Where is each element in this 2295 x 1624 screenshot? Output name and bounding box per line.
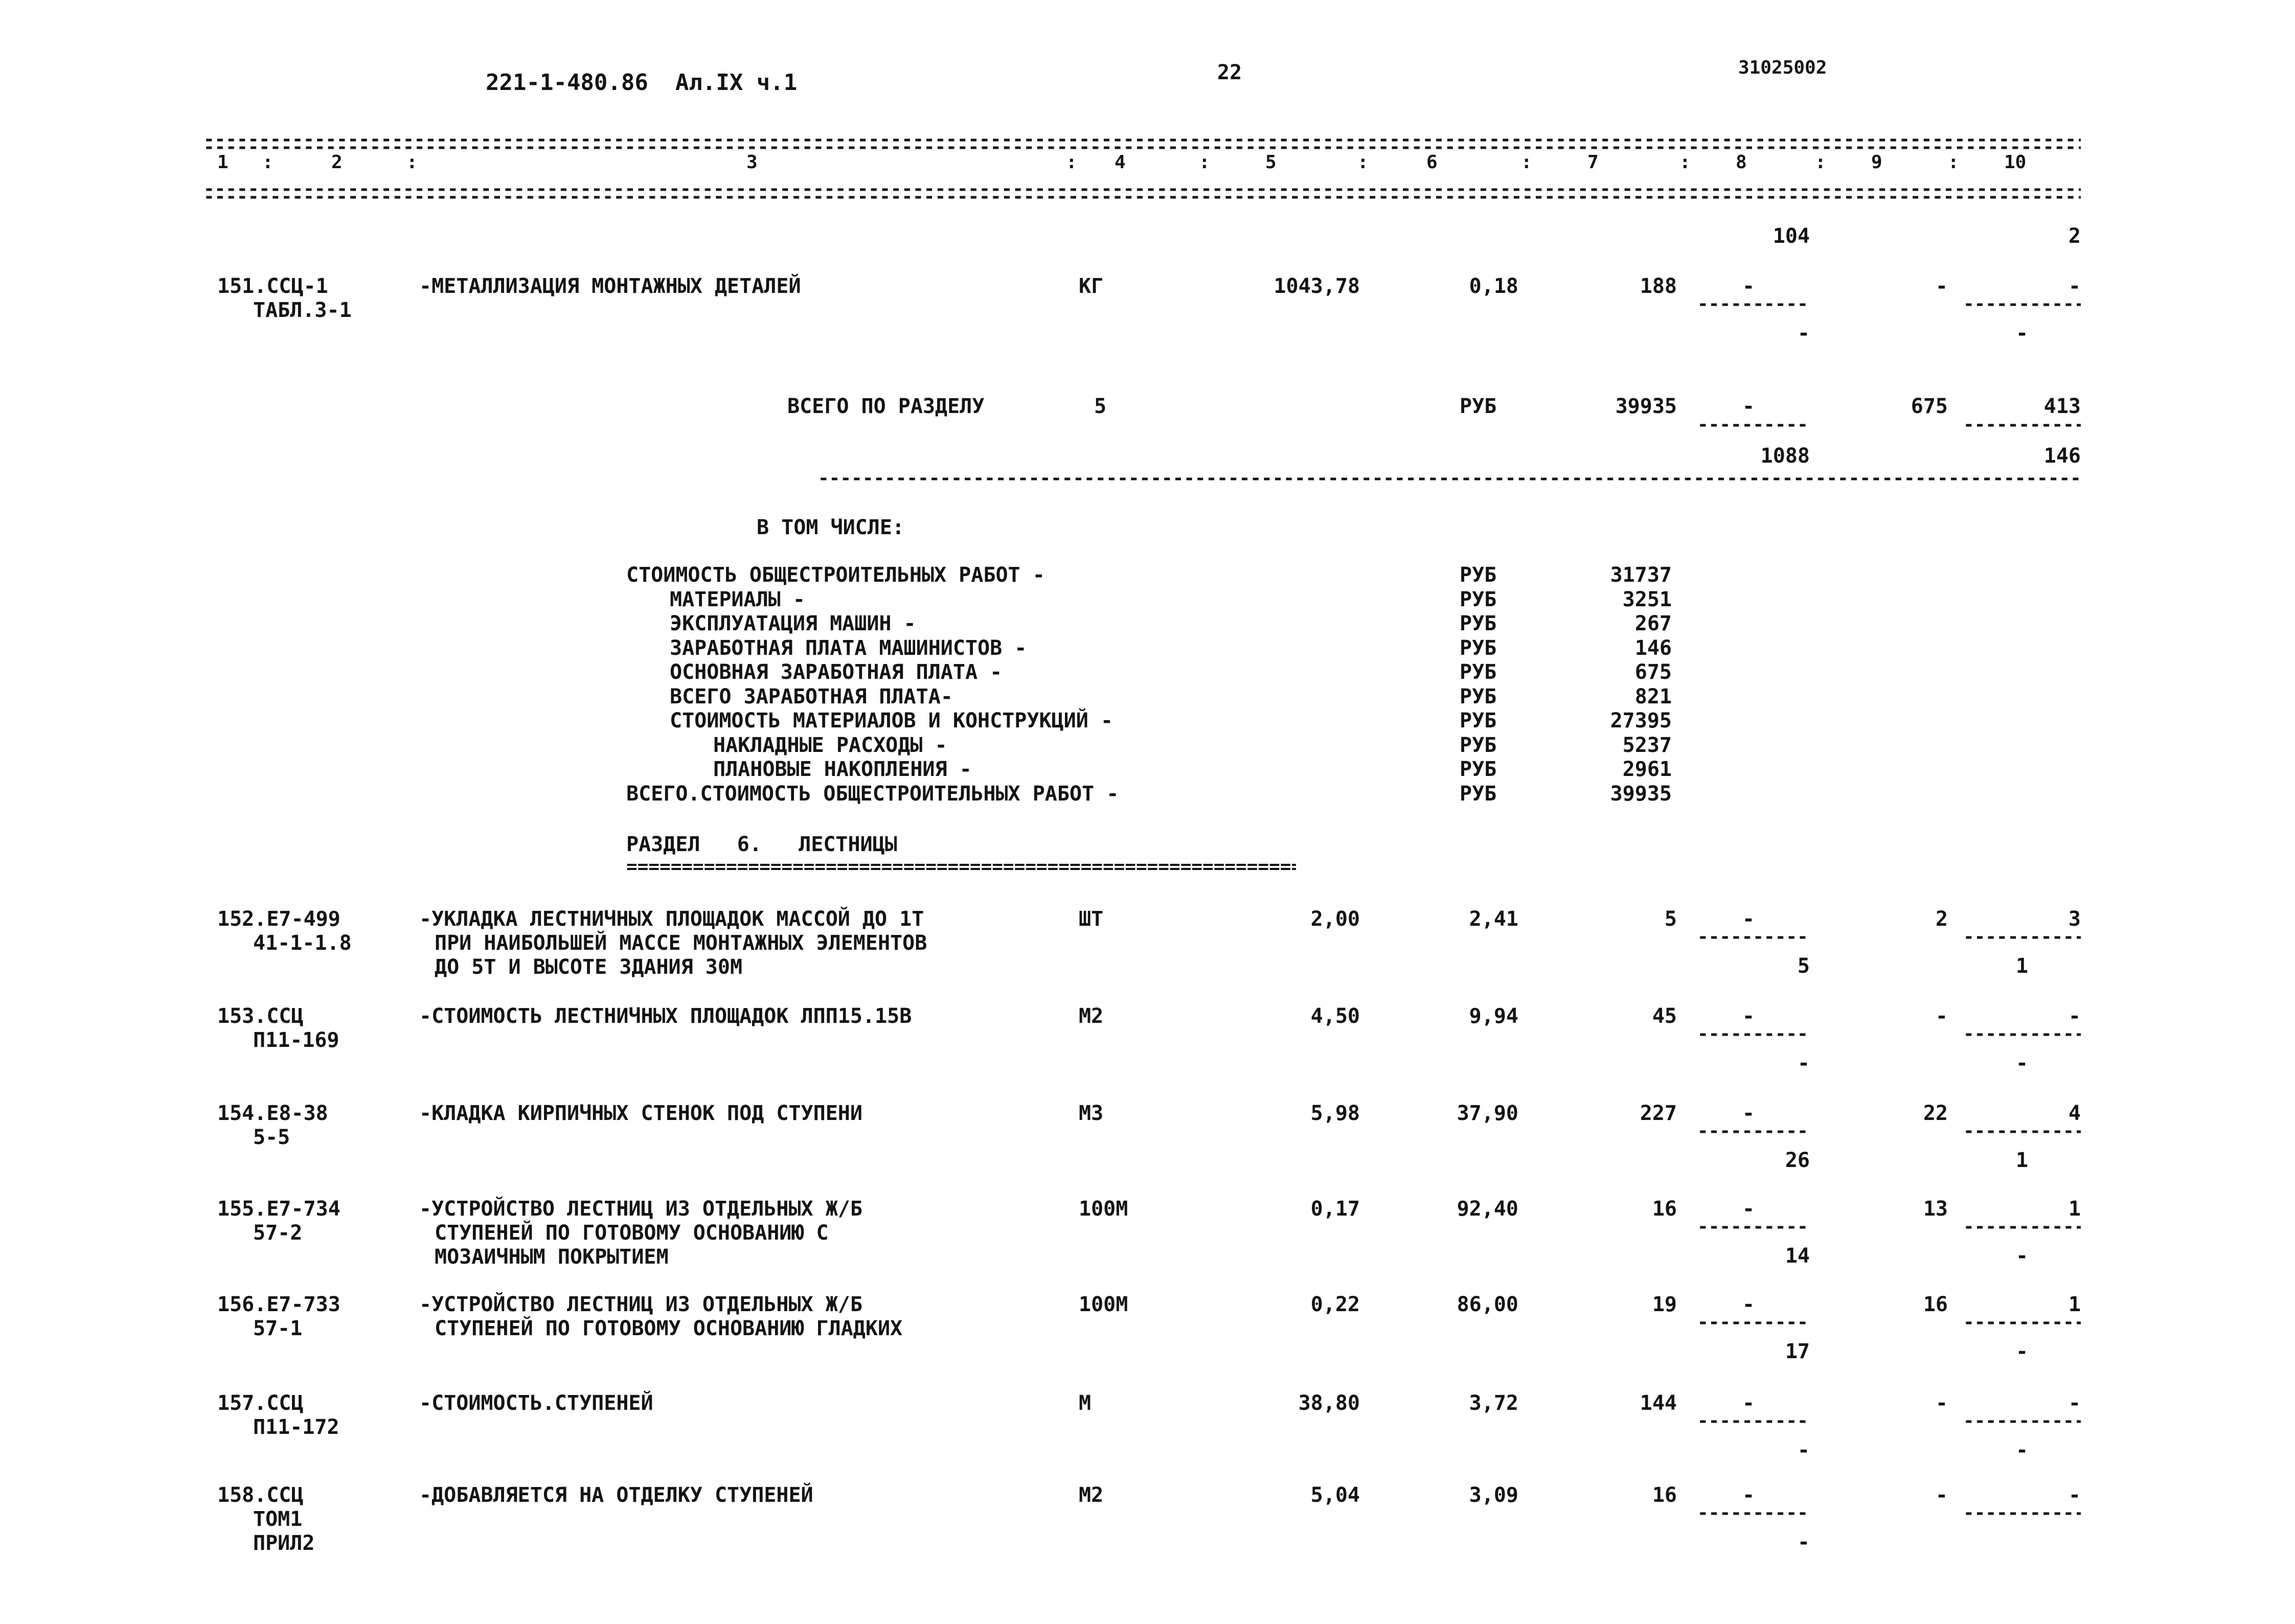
section-total-number: 5 — [1094, 395, 1107, 418]
breakdown-value: 5237 — [1622, 733, 1672, 757]
breakdown-unit: РУБ — [1460, 563, 1497, 587]
section-total-col9: 675 — [1911, 395, 1948, 418]
row-reference: ТОМ1 — [253, 1507, 303, 1531]
row-col8-bottom: 5 — [1797, 954, 1810, 978]
row-col9: - — [1935, 275, 1948, 298]
row-col10-rule — [1963, 928, 2081, 946]
row-col8-top: - — [1742, 1391, 1755, 1415]
column-number-3: 3 — [746, 152, 758, 173]
section-total-col10-rule — [1963, 416, 2081, 434]
row-quantity: 4,50 — [1310, 1004, 1360, 1028]
row-total: 16 — [1652, 1483, 1677, 1507]
row-unit: М — [1079, 1391, 1092, 1415]
row-col10-top: - — [2068, 1004, 2081, 1028]
row-col10-bottom: 1 — [2015, 1149, 2029, 1172]
section-total-col8-top: - — [1742, 395, 1755, 418]
breakdown-value: 3251 — [1622, 587, 1672, 611]
breakdown-label: ОСНОВНАЯ ЗАРАБОТНАЯ ПЛАТА - — [670, 660, 1003, 684]
row-col9: 16 — [1923, 1293, 1948, 1316]
row-total: 188 — [1640, 275, 1677, 298]
row-description-line: ДО 5Т И ВЫСОТЕ ЗДАНИЯ 30М — [435, 955, 743, 979]
row-quantity: 0,22 — [1310, 1293, 1360, 1316]
row-unit-price: 3,09 — [1469, 1483, 1518, 1507]
header-rule-top-2 — [203, 138, 2081, 156]
row-col8-top: - — [1742, 1102, 1755, 1125]
row-unit-price: 86,00 — [1457, 1293, 1518, 1316]
row-col10-rule — [1963, 1025, 2081, 1043]
row-col10-top: - — [2068, 1391, 2081, 1415]
row-col9: 2 — [1935, 907, 1948, 931]
row-col8-top: - — [1742, 1293, 1755, 1316]
row-code: 151.ССЦ-1 — [217, 275, 328, 298]
row-unit: М2 — [1079, 1004, 1104, 1028]
breakdown-value: 146 — [1634, 636, 1672, 660]
row-col10-bottom: - — [2015, 1051, 2029, 1075]
row-quantity: 38,80 — [1298, 1391, 1360, 1415]
row-unit: ШТ — [1079, 907, 1104, 931]
breakdown-value: 821 — [1634, 684, 1672, 708]
row-col10-top: 3 — [2068, 907, 2081, 931]
section-total-col8-rule — [1697, 416, 1810, 434]
row-col10-top: 1 — [2068, 1293, 2081, 1316]
row-col8-rule — [1697, 1313, 1810, 1332]
row-reference: 57-1 — [253, 1317, 303, 1340]
breakdown-unit: РУБ — [1460, 660, 1497, 684]
carry-col10: 2 — [2068, 224, 2081, 248]
row-description-line: -СТОИМОСТЬ ЛЕСТНИЧНЫХ ПЛОЩАДОК ЛПП15.15В — [419, 1004, 912, 1028]
row-col8-bottom: - — [1797, 1530, 1810, 1554]
row-col8-rule — [1697, 1025, 1810, 1043]
row-total: 144 — [1640, 1391, 1677, 1415]
column-number-4: 4 — [1115, 152, 1126, 173]
breakdown-label: ЭКСПЛУАТАЦИЯ МАШИН - — [670, 612, 916, 635]
breakdown-label: ЗАРАБОТНАЯ ПЛАТА МАШИНИСТОВ - — [670, 636, 1027, 660]
row-col9: - — [1935, 1004, 1948, 1028]
section-total-value: 39935 — [1615, 395, 1677, 418]
breakdown-label: СТОИМОСТЬ МАТЕРИАЛОВ И КОНСТРУКЦИЙ - — [670, 709, 1113, 733]
row-quantity: 5,98 — [1310, 1102, 1360, 1125]
row-unit-price: 2,41 — [1469, 907, 1518, 931]
row-description-line: -УКЛАДКА ЛЕСТНИЧНЫХ ПЛОЩАДОК МАССОЙ ДО 1Т — [419, 907, 924, 931]
section-total-col8-bottom: 1088 — [1760, 444, 1810, 468]
breakdown-unit: РУБ — [1460, 709, 1497, 733]
row-code: 158.ССЦ — [217, 1483, 304, 1507]
column-number-10: 10 — [2004, 152, 2027, 173]
row-code: 152.Е7-499 — [217, 907, 340, 931]
page-number: 22 — [1217, 61, 1242, 84]
row-col8-rule — [1697, 1122, 1810, 1140]
row-description-line: -СТОИМОСТЬ.СТУПЕНЕЙ — [419, 1391, 653, 1415]
row-col10-bottom: - — [2015, 1438, 2029, 1462]
row-quantity: 0,17 — [1310, 1197, 1360, 1221]
breakdown-value: 267 — [1634, 612, 1672, 635]
row-code: 154.Е8-38 — [217, 1102, 328, 1125]
row-code: 156.Е7-733 — [217, 1293, 340, 1316]
row-col9: 22 — [1923, 1102, 1948, 1125]
breakdown-label: НАКЛАДНЫЕ РАСХОДЫ - — [713, 733, 947, 757]
row-col9: 13 — [1923, 1197, 1948, 1221]
row-col8-bottom: 14 — [1785, 1244, 1810, 1268]
column-number-1: 1 — [217, 152, 229, 173]
column-number-5: 5 — [1265, 152, 1277, 173]
row-description-line: -ДОБАВЛЯЕТСЯ НА ОТДЕЛКУ СТУПЕНЕЙ — [419, 1483, 813, 1507]
row-unit: 100М — [1079, 1197, 1128, 1221]
row-col10-bottom: - — [2015, 1244, 2029, 1268]
row-col10-top: - — [2068, 1483, 2081, 1507]
row-col10-top: - — [2068, 275, 2081, 298]
row-col8-top: - — [1742, 275, 1755, 298]
row-unit-price: 37,90 — [1457, 1102, 1518, 1125]
row-col10-rule — [1963, 1122, 2081, 1140]
row-col8-top: - — [1742, 1004, 1755, 1028]
breakdown-value: 31737 — [1610, 563, 1672, 587]
section-total-col10-top: 413 — [2043, 395, 2081, 418]
row-col8-bottom: - — [1797, 322, 1810, 345]
breakdown-unit: РУБ — [1460, 612, 1497, 635]
row-unit: 100М — [1079, 1293, 1128, 1316]
row-col8-top: - — [1742, 1197, 1755, 1221]
breakdown-label: ПЛАНОВЫЕ НАКОПЛЕНИЯ - — [713, 758, 972, 781]
column-separator: : — [406, 152, 418, 173]
row-unit: М3 — [1079, 1102, 1104, 1125]
document-code: 221-1-480.86 Ал.IX ч.1 — [486, 70, 798, 96]
row-code: 157.ССЦ — [217, 1391, 304, 1415]
breakdown-value: 675 — [1634, 660, 1672, 684]
row-unit: М2 — [1079, 1483, 1104, 1507]
row-total: 227 — [1640, 1102, 1677, 1125]
breakdown-value: 27395 — [1610, 709, 1672, 733]
column-number-6: 6 — [1426, 152, 1438, 173]
row-unit-price: 0,18 — [1469, 275, 1518, 298]
breakdown-unit: РУБ — [1460, 758, 1497, 781]
row-col8-bottom: 17 — [1785, 1340, 1810, 1363]
breakdown-unit: РУБ — [1460, 587, 1497, 611]
column-number-9: 9 — [1871, 152, 1882, 173]
row-unit: КГ — [1079, 275, 1104, 298]
row-col8-bottom: 26 — [1785, 1149, 1810, 1172]
row-total: 16 — [1652, 1197, 1677, 1221]
row-quantity: 2,00 — [1310, 907, 1360, 931]
document-number: 31025002 — [1738, 57, 1827, 78]
section-total-unit: РУБ — [1460, 395, 1497, 418]
breakdown-unit: РУБ — [1460, 684, 1497, 708]
row-col10-rule — [1963, 295, 2081, 313]
breakdown-value: 39935 — [1610, 782, 1672, 806]
row-reference: 5-5 — [253, 1126, 290, 1149]
column-separator: : — [1948, 152, 1959, 173]
breakdown-label: ВСЕГО.СТОИМОСТЬ ОБЩЕСТРОИТЕЛЬНЫХ РАБОТ - — [626, 782, 1119, 806]
row-description-line: МОЗАИЧНЫМ ПОКРЫТИЕМ — [435, 1245, 669, 1269]
section-heading: РАЗДЕЛ 6. ЛЕСТНИЦЫ — [626, 833, 897, 856]
row-description-line: СТУПЕНЕЙ ПО ГОТОВОМУ ОСНОВАНИЮ С — [435, 1221, 829, 1245]
column-number-2: 2 — [331, 152, 343, 173]
column-number-7: 7 — [1587, 152, 1599, 173]
breakdown-label: СТОИМОСТЬ ОБЩЕСТРОИТЕЛЬНЫХ РАБОТ - — [626, 563, 1045, 587]
row-code: 155.Е7-734 — [217, 1197, 340, 1221]
column-separator: : — [1815, 152, 1826, 173]
row-col8-bottom: - — [1797, 1438, 1810, 1462]
row-quantity: 5,04 — [1310, 1483, 1360, 1507]
row-col10-bottom: - — [2015, 1340, 2029, 1363]
row-col8-top: - — [1742, 1483, 1755, 1507]
section-total-label: ВСЕГО ПО РАЗДЕЛУ — [787, 395, 985, 418]
breakdown-value: 2961 — [1622, 758, 1672, 781]
row-description-line: -УСТРОЙСТВО ЛЕСТНИЦ ИЗ ОТДЕЛЬНЫХ Ж/Б — [419, 1197, 862, 1221]
row-col10-rule — [1963, 1504, 2081, 1522]
breakdown-unit: РУБ — [1460, 782, 1497, 806]
row-col10-rule — [1963, 1313, 2081, 1332]
row-reference-2: ПРИЛ2 — [253, 1531, 315, 1555]
section-heading-underline — [626, 858, 1296, 876]
row-description-line: СТУПЕНЕЙ ПО ГОТОВОМУ ОСНОВАНИЮ ГЛАДКИХ — [435, 1317, 903, 1340]
column-separator: : — [1679, 152, 1691, 173]
row-unit-price: 92,40 — [1457, 1197, 1518, 1221]
breakdown-unit: РУБ — [1460, 636, 1497, 660]
row-col10-bottom: - — [2015, 322, 2029, 345]
row-reference: П11-169 — [253, 1028, 339, 1052]
breakdown-label: МАТЕРИАЛЫ - — [670, 587, 805, 611]
row-unit-price: 9,94 — [1469, 1004, 1518, 1028]
row-code: 153.ССЦ — [217, 1004, 304, 1028]
breakdown-title: В ТОМ ЧИСЛЕ: — [757, 516, 904, 539]
header-rule-bottom-2 — [203, 188, 2081, 206]
row-total: 45 — [1652, 1004, 1677, 1028]
row-col8-top: - — [1742, 907, 1755, 931]
row-col8-rule — [1697, 1412, 1810, 1430]
column-separator: : — [262, 152, 274, 173]
row-reference: ТАБЛ.3-1 — [253, 299, 352, 322]
row-col10-rule — [1963, 1412, 2081, 1430]
row-col8-rule — [1697, 1218, 1810, 1236]
row-col8-rule — [1697, 928, 1810, 946]
row-col8-bottom: - — [1797, 1051, 1810, 1075]
row-description-line: -КЛАДКА КИРПИЧНЫХ СТЕНОК ПОД СТУПЕНИ — [419, 1102, 862, 1125]
section-total-col10-bottom: 146 — [2043, 444, 2081, 468]
column-separator: : — [1357, 152, 1369, 173]
row-col8-rule — [1697, 1504, 1810, 1522]
row-description-line: ПРИ НАИБОЛЬШЕЙ МАССЕ МОНТАЖНЫХ ЭЛЕМЕНТОВ — [435, 931, 927, 955]
row-reference: 41-1-1.8 — [253, 931, 352, 955]
row-col8-rule — [1697, 295, 1810, 313]
row-description-line: -УСТРОЙСТВО ЛЕСТНИЦ ИЗ ОТДЕЛЬНЫХ Ж/Б — [419, 1293, 862, 1316]
row-col10-top: 1 — [2068, 1197, 2081, 1221]
column-separator: : — [1521, 152, 1532, 173]
row-quantity: 1043,78 — [1274, 275, 1360, 298]
row-col9: - — [1935, 1483, 1948, 1507]
breakdown-label: ВСЕГО ЗАРАБОТНАЯ ПЛАТА- — [670, 684, 953, 708]
row-total: 19 — [1652, 1293, 1677, 1316]
row-col9: - — [1935, 1391, 1948, 1415]
row-unit-price: 3,72 — [1469, 1391, 1518, 1415]
row-total: 5 — [1664, 907, 1677, 931]
row-col10-top: 4 — [2068, 1102, 2081, 1125]
column-number-8: 8 — [1736, 152, 1747, 173]
row-col10-rule — [1963, 1218, 2081, 1236]
section-total-rule — [818, 469, 2081, 488]
carry-col8: 104 — [1773, 224, 1810, 248]
row-reference: П11-172 — [253, 1415, 339, 1439]
column-separator: : — [1066, 152, 1077, 173]
row-description-line: -МЕТАЛЛИЗАЦИЯ МОНТАЖНЫХ ДЕТАЛЕЙ — [419, 275, 801, 298]
column-separator: : — [1199, 152, 1210, 173]
breakdown-unit: РУБ — [1460, 733, 1497, 757]
row-col10-bottom: 1 — [2015, 954, 2029, 978]
row-reference: 57-2 — [253, 1221, 303, 1245]
